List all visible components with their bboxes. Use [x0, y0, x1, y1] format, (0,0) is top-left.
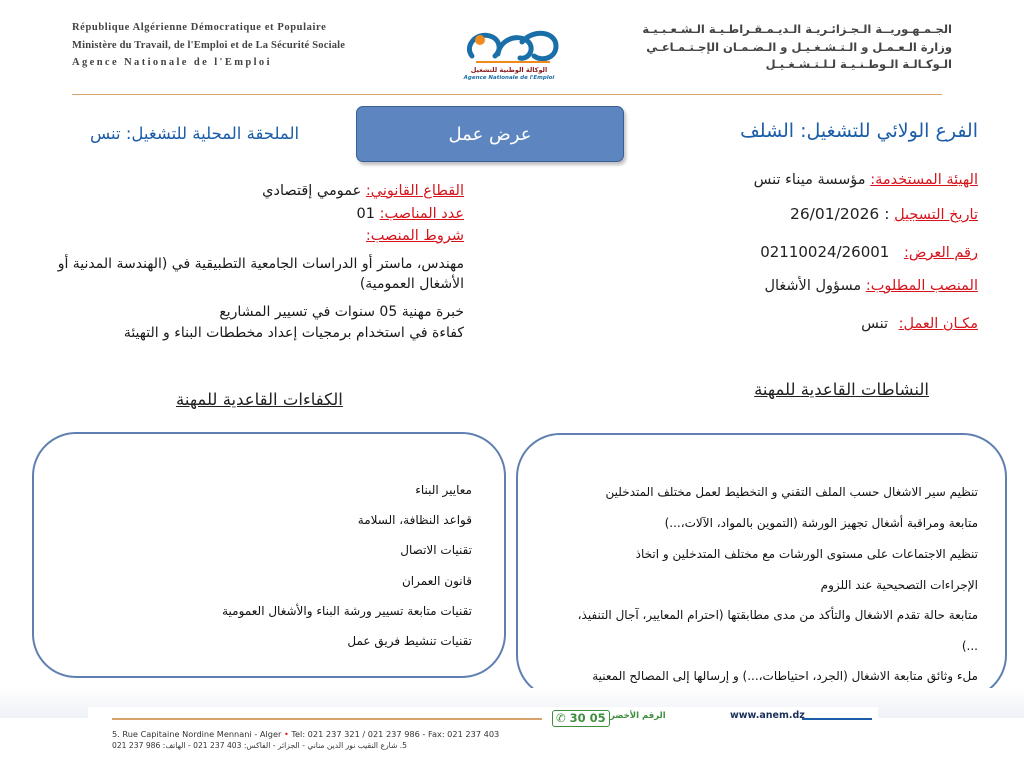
footer-divider-left [112, 718, 542, 720]
activities-heading: النشاطات القاعدية للمهنة [754, 380, 929, 399]
requirements-heading-row [366, 228, 464, 244]
offer-number-label: رقم العرض: [903, 245, 978, 261]
green-number-badge [552, 710, 610, 727]
requirement-experience: خبرة مهنية 05 سنوات في تسيير المشاريع [219, 304, 464, 320]
footer-divider-right [802, 718, 872, 720]
requirements-label: شروط المنصب: [365, 228, 464, 244]
branch-title: الفرع الولائي للتشغيل: الشلف [740, 120, 978, 142]
activity-item: تنظيم سير الاشغال حسب الملف التقني و التخطيط لعمل مختلف المتدخلين [605, 485, 978, 499]
skill-item: تقنيات تنشيط فريق عمل [347, 634, 472, 648]
skill-item: قواعد النظافة، السلامة [357, 513, 472, 527]
activity-item: متابعة ومراقبة أشغال تجهيز الورشة (التموين بالمواد، الآلات،...) [664, 516, 978, 530]
skills-list [200, 483, 472, 673]
website-link[interactable]: www.anem.dz [730, 710, 805, 721]
employer-value: مؤسسة ميناء تنس [753, 172, 866, 188]
sector-label: القطاع القانوني: [365, 183, 464, 199]
position-row [764, 278, 978, 294]
sector-row [262, 183, 464, 199]
footer-address: 5. Rue Capitaine Nordine Mennani - Alger • Tel: 021 237 321 / 021 237 986 - Fax: 021 237 403 [112, 729, 500, 739]
job-offer-badge-label: عرض عمل [448, 123, 532, 145]
activity-item: الإجراءات التصحيحية عند اللزوم [820, 578, 978, 592]
address-fr: 5. Rue Capitaine Nordine Mennani - Alger [112, 729, 282, 739]
header-ar-ministry: وزارة الـعـمـل و الـتـشـغـيـل و الـضـمـان الإجـتـمـاعـي [646, 40, 952, 54]
skills-heading: الكفاءات القاعدية للمهنة [176, 390, 343, 409]
position-label: المنصب المطلوب: [865, 278, 978, 294]
header-divider [72, 94, 942, 95]
position-value: مسؤول الأشغال [764, 278, 862, 294]
skill-item: تقنيات الاتصال [400, 543, 472, 557]
location-label: مكـان العمل: [898, 316, 978, 332]
activity-item: ...) [961, 639, 978, 653]
logo-caption-ar: الوكالة الوطنية للتشغيل [470, 66, 548, 74]
employer-row [754, 172, 978, 188]
requirement-degree: مهندس، ماستر أو الدراسات الجامعية التطبيقية في (الهندسة المدنية أو الأشغال العمومية) [57, 256, 464, 292]
job-offer-badge [356, 106, 624, 162]
requirement-software: كفاءة في استخدام برمجيات إعداد مخططات البناء و التهيئة [123, 325, 464, 341]
post-count-row [357, 206, 464, 222]
header-ar-republic: الجـمـهـوريــة الـجـزائـريـة الـديـمـقـراطـيـة الـشـعـبـيـة [642, 22, 952, 36]
employer-label: الهيئة المستخدمة: [870, 172, 978, 188]
reg-date-value: : 26/01/2026 [789, 205, 890, 223]
logo-caption-fr: Agence Nationale de l'Emploi [463, 75, 555, 81]
footer-tel: Tel: 021 237 321 / 021 237 986 [291, 729, 420, 739]
green-number-label: الرقم الأخضر [610, 711, 666, 721]
header-fr-agency: Agence Nationale de l'Emploi [72, 57, 272, 68]
header-fr-republic: République Algérienne Démocratique et Populaire [72, 22, 327, 33]
separator-dot: • [281, 729, 292, 739]
activity-item: متابعة حالة تقدم الاشغال والتأكد من مدى مطابقتها (احترام المعايير، آجال التنفيذ، [577, 608, 978, 622]
activity-item: ملء وثائق متابعة الاشغال (الجرد، احتياطات،...) و إرسالها إلى المصالح المعنية [592, 669, 978, 683]
offer-number-value: 02110024/26001 [760, 243, 890, 261]
post-count-label: عدد المناصب: [379, 206, 464, 222]
skill-item: تقنيات متابعة تسيير ورشة البناء والأشغال العمومية [222, 604, 472, 618]
footer-fax: Fax: 021 237 403 [428, 729, 500, 739]
skill-item: قانون العمران [401, 574, 472, 588]
reg-date-label: تاريخ التسجيل [894, 207, 978, 223]
local-office-title: الملحقة المحلية للتشغيل: تنس [90, 124, 300, 143]
skill-item: معايير البناء [415, 483, 472, 497]
header-ar-agency: الـوكـالـة الـوطـنـيـة لـلـتـشـغـيـل [765, 57, 952, 71]
footer-address-ar: 5. شارع النقيب نور الدين مناني - الجزائر - الفاكس: 403 237 021 - الهاتف: 986 237 021 [112, 741, 407, 750]
activity-item: تنظيم الاجتماعات على مستوى الورشات مع مختلف المتدخلين و اتخاذ [635, 547, 978, 561]
post-count-value: 01 [356, 206, 375, 222]
location-value: تنس [861, 316, 888, 332]
sector-value: عمومي إقتصادي [262, 183, 362, 199]
location-row [861, 316, 978, 332]
header-fr-ministry: Ministère du Travail, de l'Emploi et de La Sécurité Sociale [72, 40, 346, 51]
phone-icon: ✆ [556, 711, 570, 725]
green-number-value: 30 05 [569, 711, 606, 725]
reg-date-row [790, 205, 978, 223]
activities-list [540, 485, 978, 695]
offer-number-row [760, 243, 978, 261]
